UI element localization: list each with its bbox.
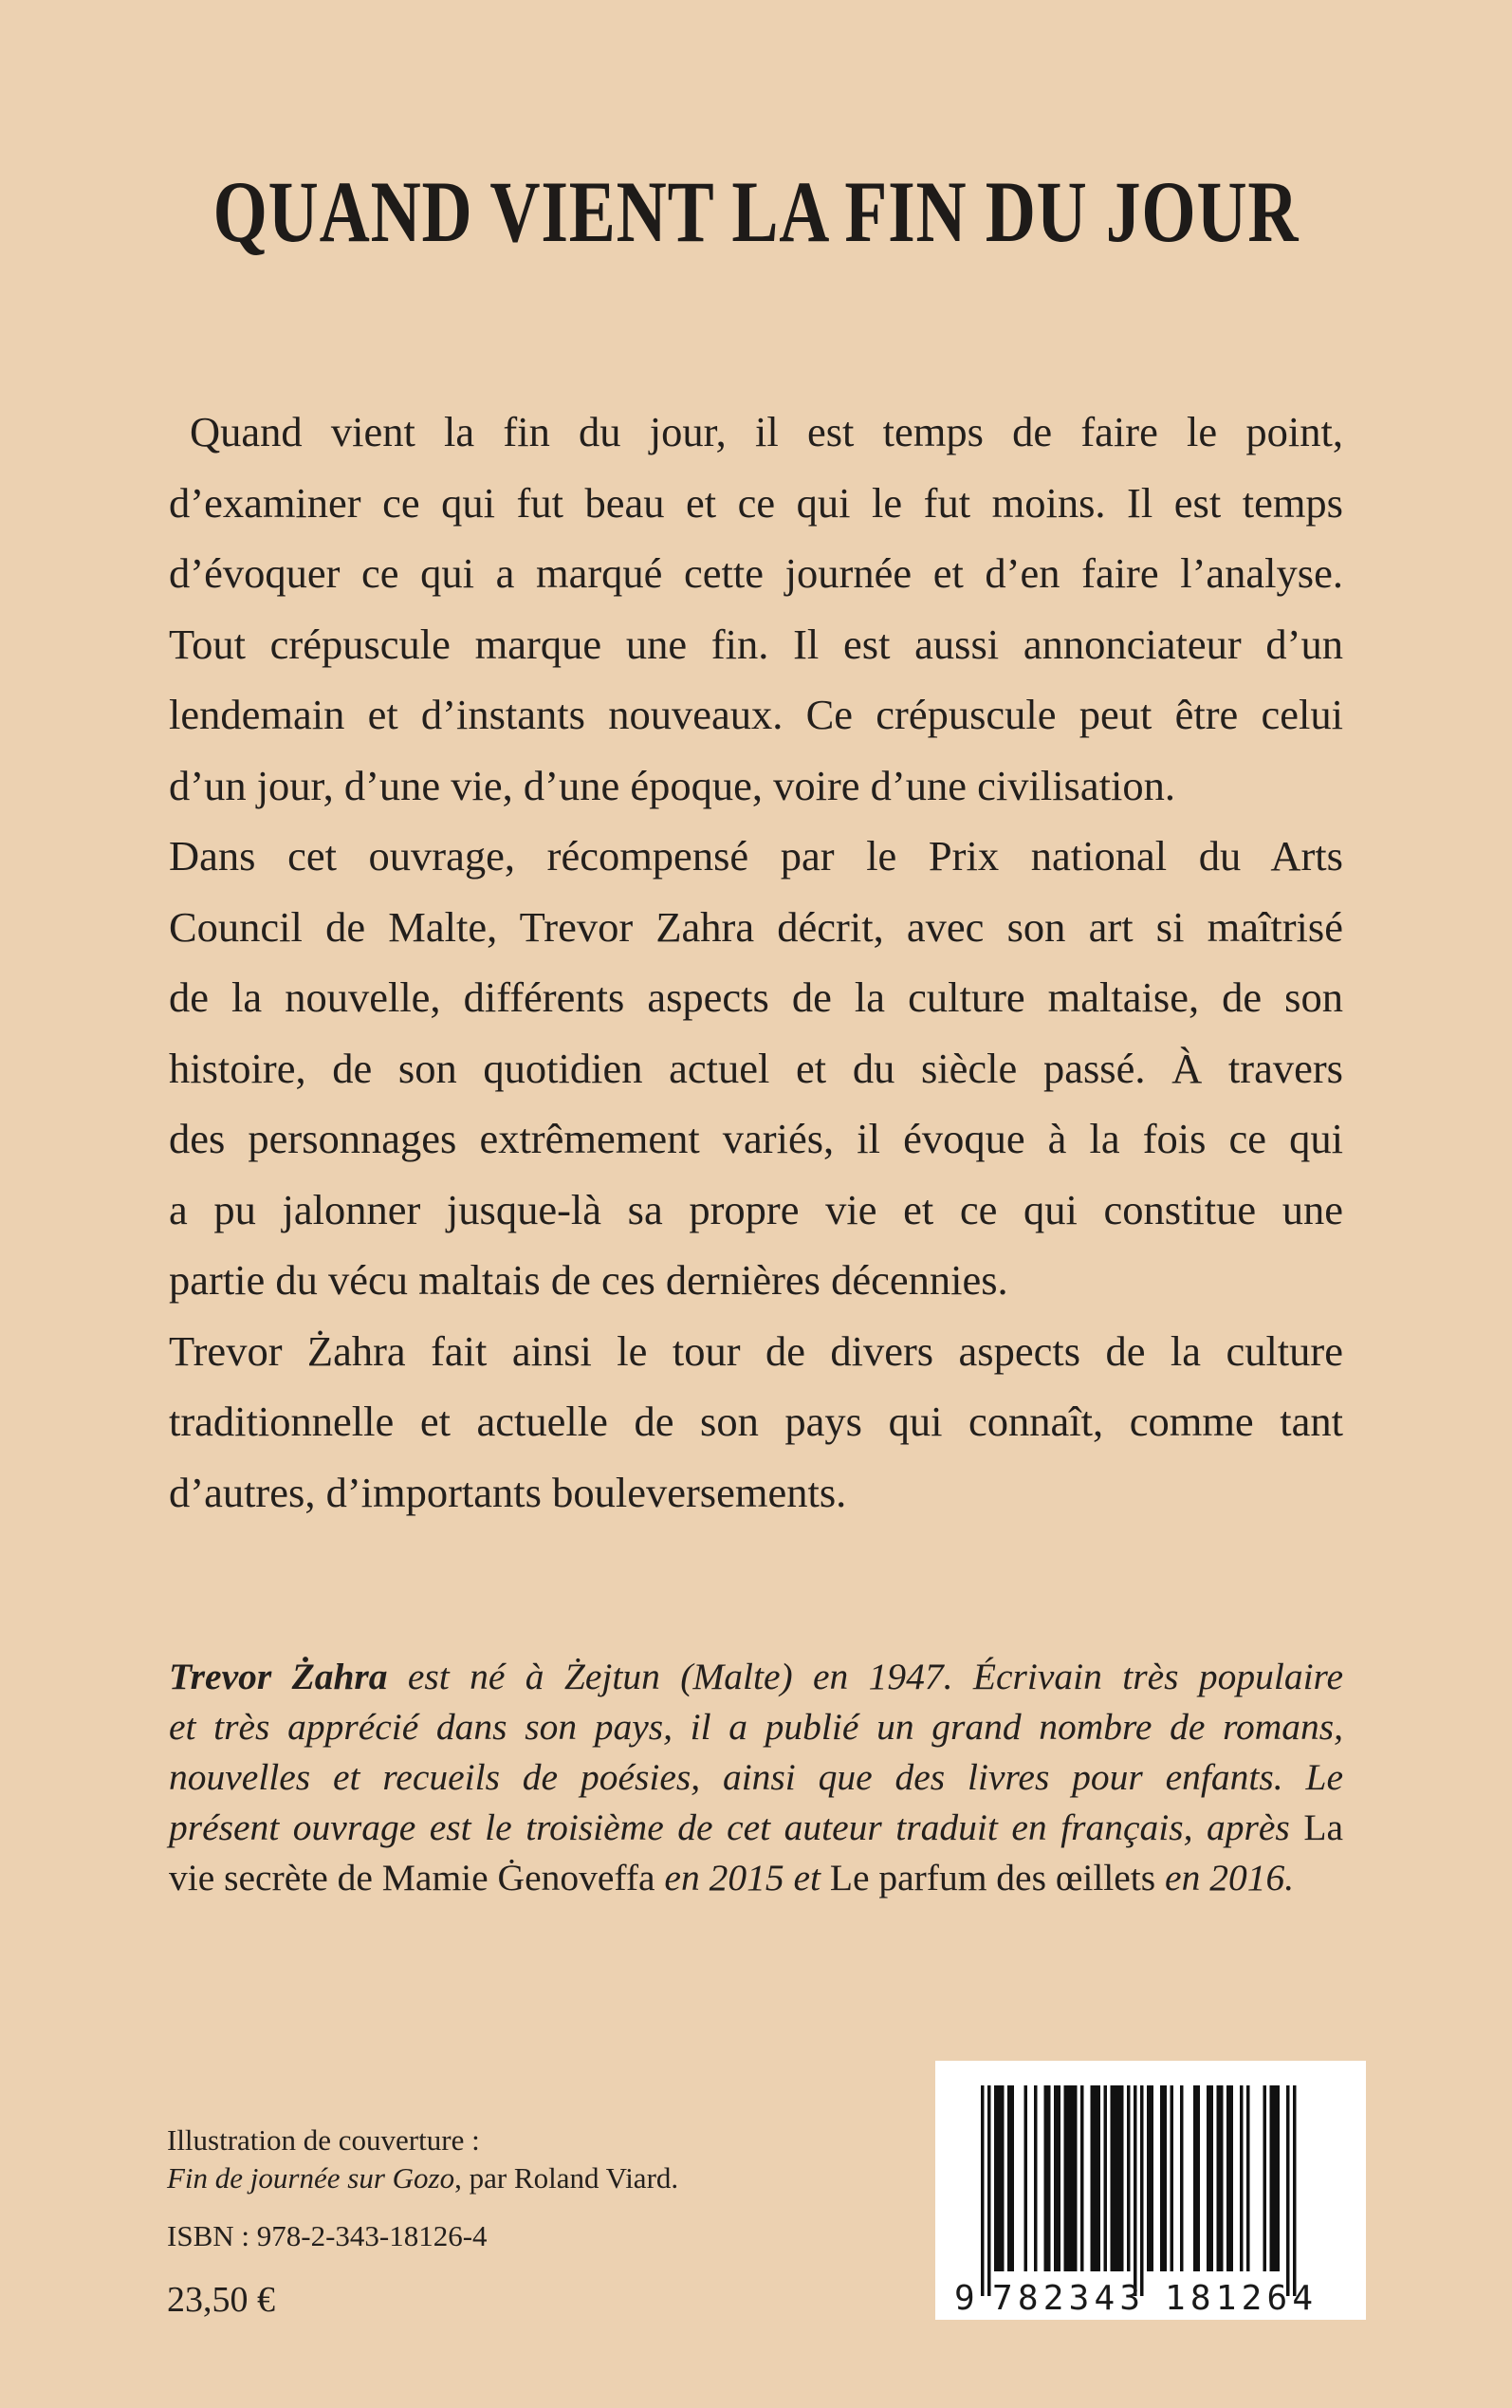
barcode-bar bbox=[1097, 2085, 1101, 2271]
bio-line: nouvelles et recueils de poésies, ainsi que des livres pour enfants. Le bbox=[169, 1756, 1343, 1798]
book-title: QUAND VIENT LA FIN DU JOUR bbox=[212, 163, 1300, 260]
price: 23,50 € bbox=[167, 2280, 275, 2320]
book-reference: vie secrète de Mamie Ġenoveffa bbox=[169, 1857, 655, 1899]
barcode-bar bbox=[1127, 2085, 1131, 2271]
barcode-bar bbox=[1220, 2085, 1224, 2271]
barcode-bar bbox=[994, 2085, 998, 2271]
book-reference: Le parfum des œillets bbox=[829, 1857, 1156, 1899]
barcode-bar bbox=[1120, 2085, 1124, 2271]
barcode-bar bbox=[1207, 2085, 1210, 2271]
barcode-bar bbox=[1277, 2085, 1281, 2271]
bio-line: Trevor Żahra est né à Żejtun (Malte) en 1947. Écrivain très populaire bbox=[169, 1656, 1343, 1697]
barcode-bar bbox=[1164, 2085, 1168, 2271]
barcode-bar bbox=[1197, 2085, 1201, 2271]
barcode-bar bbox=[1134, 2085, 1137, 2296]
barcode-bar bbox=[1011, 2085, 1015, 2271]
barcode-bar bbox=[981, 2085, 985, 2296]
barcode-bar bbox=[1193, 2085, 1197, 2271]
barcode-bar bbox=[1044, 2085, 1048, 2271]
barcode-bar bbox=[1147, 2085, 1151, 2271]
barcode-bar bbox=[1007, 2085, 1011, 2271]
barcode-bar bbox=[1111, 2085, 1115, 2271]
summary-text bbox=[169, 397, 1343, 1528]
barcode-bar bbox=[1293, 2085, 1297, 2296]
isbn: ISBN : 978-2-343-18126-4 bbox=[167, 2219, 488, 2252]
barcode-bar bbox=[1217, 2085, 1221, 2271]
barcode-bar bbox=[1054, 2085, 1058, 2271]
summary-line: partie du vécu maltais de ces dernières décennies. bbox=[169, 1256, 1008, 1304]
barcode-bar bbox=[1263, 2085, 1267, 2271]
barcode-bar bbox=[987, 2085, 991, 2296]
credits-label: Illustration de couverture : bbox=[167, 2123, 480, 2157]
summary-line: traditionnelle et actuelle de son pays qui connaît, comme tant bbox=[169, 1398, 1343, 1445]
summary-line: de la nouvelle, différents aspects de la culture maltaise, de son bbox=[169, 973, 1343, 1021]
summary-line: Council de Malte, Trevor Zahra décrit, avec son art si maîtrisé bbox=[169, 902, 1343, 951]
summary-line: Trevor Żahra fait ainsi le tour de divers aspects de la culture bbox=[169, 1326, 1343, 1375]
barcode-bar bbox=[998, 2085, 1002, 2271]
bio-line: présent ouvrage est le troisième de cet auteur traduit en français, après La bbox=[169, 1806, 1343, 1848]
barcode-bar bbox=[1240, 2085, 1244, 2271]
illustrator: , par Roland Viard. bbox=[454, 2161, 679, 2195]
summary-line: Tout crépuscule marque une fin. Il est aussi annonciateur d’un bbox=[169, 620, 1343, 668]
bio-line: vie secrète de Mamie Ġenoveffa en 2015 et Le parfum des œillets en 2016. bbox=[169, 1857, 1295, 1899]
author-bio bbox=[169, 1652, 1343, 1903]
barcode-icon bbox=[935, 2061, 1366, 2320]
barcode-bar bbox=[1074, 2085, 1078, 2271]
barcode-bar bbox=[1246, 2085, 1250, 2271]
barcode-bar bbox=[1180, 2085, 1184, 2271]
barcode-bar bbox=[1034, 2085, 1038, 2271]
illustration-title: Fin de journée sur Gozo bbox=[167, 2161, 455, 2195]
barcode-right-digits: 181264 bbox=[1165, 2279, 1313, 2318]
barcode-bar bbox=[1151, 2085, 1154, 2271]
summary-line: d’un jour, d’une vie, d’une époque, voire d’une civilisation. bbox=[169, 761, 1175, 809]
barcode-bar bbox=[1091, 2085, 1095, 2271]
barcode-bar bbox=[1140, 2085, 1144, 2296]
barcode-bar bbox=[1286, 2085, 1290, 2296]
barcode-bar bbox=[1080, 2085, 1084, 2271]
author-name: Trevor Żahra bbox=[169, 1656, 388, 1697]
barcode-bar bbox=[1104, 2085, 1108, 2271]
summary-line: Quand vient la fin du jour, il est temps de faire le point, bbox=[190, 408, 1343, 455]
summary-line: lendemain et d’instants nouveaux. Ce crépuscule peut être celui bbox=[169, 691, 1343, 738]
summary-line: a pu jalonner jusque-là sa propre vie et ce qui constitue une bbox=[169, 1185, 1343, 1233]
barcode-bar bbox=[1024, 2085, 1028, 2271]
summary-line: Dans cet ouvrage, récompensé par le Prix national du Arts bbox=[169, 832, 1343, 880]
barcode-bar bbox=[1160, 2085, 1164, 2271]
barcode-bar bbox=[1273, 2085, 1277, 2271]
barcode-bar bbox=[1064, 2085, 1068, 2271]
barcode-bar bbox=[1117, 2085, 1121, 2271]
barcode-left-digits: 782343 bbox=[992, 2279, 1140, 2318]
barcode-bar bbox=[1270, 2085, 1274, 2271]
summary-line: d’évoquer ce qui a marqué cette journée et d’en faire l’analyse. bbox=[169, 549, 1343, 597]
barcode-bar bbox=[1001, 2085, 1005, 2271]
barcode-bar bbox=[1230, 2085, 1234, 2271]
barcode-bar bbox=[1114, 2085, 1117, 2271]
barcode bbox=[935, 2061, 1366, 2320]
summary-line: histoire, de son quotidien actuel et du siècle passé. À travers bbox=[169, 1044, 1343, 1092]
summary-line: des personnages extrêmement variés, il évoque à la fois ce qui bbox=[169, 1115, 1343, 1162]
bio-line: et très apprécié dans son pays, il a publié un grand nombre de romans, bbox=[169, 1706, 1343, 1748]
barcode-bar bbox=[1071, 2085, 1075, 2271]
barcode-bar bbox=[1226, 2085, 1230, 2271]
barcode-bar bbox=[1058, 2085, 1061, 2271]
summary-line: d’autres, d’importants bouleversements. bbox=[169, 1468, 847, 1516]
barcode-bar bbox=[1067, 2085, 1071, 2271]
barcode-bar bbox=[1047, 2085, 1051, 2271]
cover-credits bbox=[167, 2121, 678, 2197]
barcode-bar bbox=[1171, 2085, 1174, 2271]
barcode-first-digit: 9 bbox=[954, 2279, 975, 2318]
credits-line bbox=[167, 2159, 678, 2197]
summary-line: d’examiner ce qui fut beau et ce qui le fut moins. Il est temps bbox=[169, 478, 1343, 527]
barcode-bar bbox=[1210, 2085, 1214, 2271]
barcode-bar bbox=[1094, 2085, 1097, 2271]
